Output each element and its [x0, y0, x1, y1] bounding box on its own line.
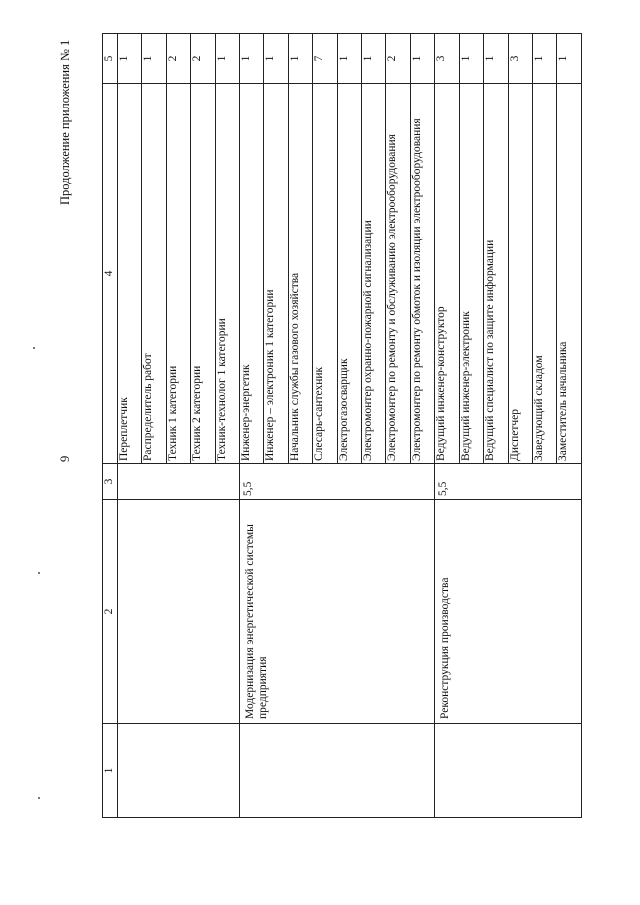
- count-cell: 1: [288, 34, 312, 84]
- position-cell: Техник 1 категории: [166, 84, 190, 464]
- position-cell: Электромонтер охранно-пожарной сигнализации: [362, 84, 386, 464]
- group-3-duration: 5,5: [435, 464, 582, 500]
- position-cell: Диспетчер: [508, 84, 532, 464]
- table-header-row: [103, 34, 118, 818]
- table-row: [240, 34, 264, 818]
- table-row: [435, 34, 459, 818]
- count-cell: 1: [215, 34, 239, 84]
- count-cell: 2: [166, 34, 190, 84]
- continuation-note: Продолжение приложения № 1: [58, 39, 72, 205]
- group-3-col-1: [435, 724, 582, 818]
- position-cell: Техник-технолог 1 категории: [215, 84, 239, 464]
- header-col-5: 5: [103, 34, 118, 84]
- position-cell: Распределитель работ: [142, 84, 166, 464]
- group-1-project: [118, 500, 240, 724]
- table-row: [118, 34, 142, 818]
- staffing-table: [102, 34, 582, 818]
- group-1-col-1: [118, 724, 240, 818]
- position-cell: Инженер-энергетик: [240, 84, 264, 464]
- position-cell: Ведущий инженер-электроник: [459, 84, 483, 464]
- count-cell: 7: [313, 34, 337, 84]
- position-cell: Электромонтер по ремонту и обслуживанию электрооборудования: [386, 84, 410, 464]
- position-cell: Электромонтер по ремонту обмоток и изоляции электрооборудования: [410, 84, 434, 464]
- position-cell: Ведущий инженер-конструктор: [435, 84, 459, 464]
- position-cell: Ведущий специалист по защите информации: [484, 84, 508, 464]
- position-cell: Инженер – электроник 1 категории: [264, 84, 288, 464]
- header-col-1: 1: [103, 724, 118, 818]
- count-cell: 1: [337, 34, 361, 84]
- scan-speck: [38, 572, 40, 574]
- header-col-3: 3: [103, 464, 118, 500]
- count-cell: 1: [410, 34, 434, 84]
- count-cell: 3: [508, 34, 532, 84]
- scan-speck: [33, 347, 35, 349]
- count-cell: 1: [362, 34, 386, 84]
- position-cell: Техник 2 категории: [191, 84, 215, 464]
- count-cell: 1: [459, 34, 483, 84]
- count-cell: 1: [264, 34, 288, 84]
- count-cell: 1: [557, 34, 582, 84]
- position-cell: Слесарь-сантехник: [313, 84, 337, 464]
- header-col-4: 4: [103, 84, 118, 464]
- position-cell: Заведующий складом: [532, 84, 556, 464]
- page-number: 9: [58, 455, 72, 462]
- group-2-project: Модернизация энергетической системы предприятия: [240, 500, 435, 724]
- count-cell: 1: [484, 34, 508, 84]
- position-cell: Заместитель начальника: [557, 84, 582, 464]
- position-cell: Электрогазосварщик: [337, 84, 361, 464]
- scan-speck: [38, 797, 40, 799]
- count-cell: 1: [532, 34, 556, 84]
- position-cell: Переплетчик: [118, 84, 142, 464]
- group-1-duration: [118, 464, 240, 500]
- count-cell: 1: [118, 34, 142, 84]
- position-cell: Начальник службы газового хозяйства: [288, 84, 312, 464]
- header-col-2: 2: [103, 500, 118, 724]
- count-cell: 3: [435, 34, 459, 84]
- count-cell: 1: [240, 34, 264, 84]
- count-cell: 2: [386, 34, 410, 84]
- group-3-project: Реконструкция производства: [435, 500, 582, 724]
- group-2-col-1: [240, 724, 435, 818]
- count-cell: 1: [142, 34, 166, 84]
- count-cell: 2: [191, 34, 215, 84]
- group-2-duration: 5,5: [240, 464, 435, 500]
